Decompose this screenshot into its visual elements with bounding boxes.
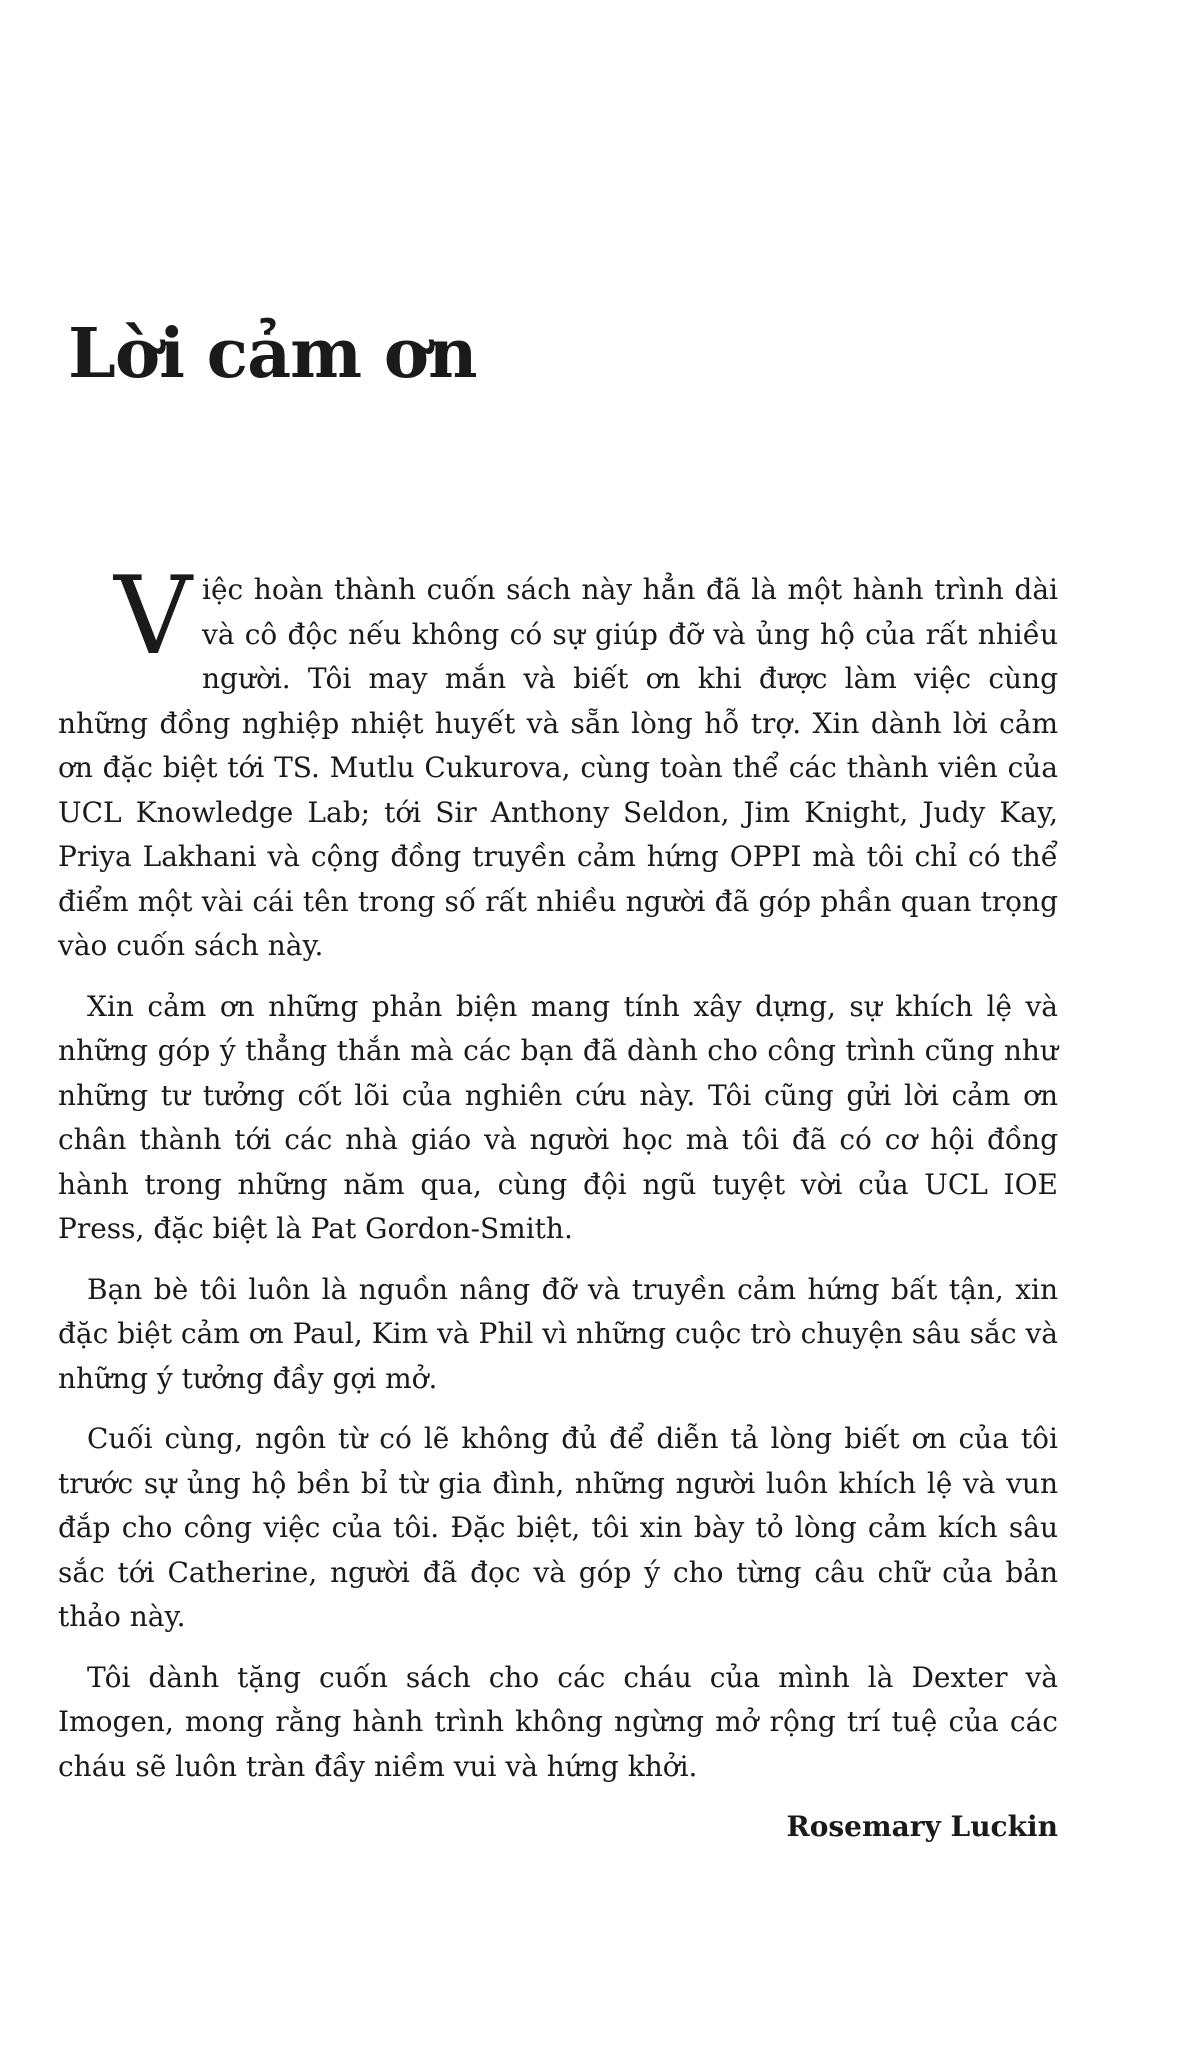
drop-cap: V [114,554,192,679]
paragraph-2: Xin cảm ơn những phản biện mang tính xây dựng, sự khích lệ và những góp ý thẳng thắn mà các bạn đã dành cho công trình cũng như những tư tưởng cốt lõi của nghiên cứu này. Tôi cũng gửi lời cảm ơn chân thành tới các nhà giáo và người học mà tôi đã có cơ hội đồng hành trong những năm qua, cùng đội ngũ tuyệt vời của UCL IOE Press, đặc biệt là Pat Gordon-Smith. [58,989,1058,1245]
author-signature: Rosemary Luckin [786,1810,1058,1843]
paragraph-4: Cuối cùng, ngôn từ có lẽ không đủ để diễn tả lòng biết ơn của tôi trước sự ủng hộ bền bỉ từ gia đình, những người luôn khích lệ và vun đắp cho công việc của tôi. Đặc biệt, tôi xin bày tỏ lòng cảm kích sâu sắc tới Catherine, người đã đọc và góp ý cho từng câu chữ của bản thảo này. [58,1422,1058,1633]
page-title: Lời cảm ơn [68,314,477,394]
paragraph-1-text: iệc hoàn thành cuốn sách này hẳn đã là một hành trình dài và cô độc nếu không có sự giúp đỡ và ủng hộ của rất nhiều người. Tôi may mắn và biết ơn khi được làm việc cùng những đồng nghiệp nhiệt huyết và sẵn lòng hỗ trợ. Xin dành lời cảm ơn đặc biệt tới TS. Mutlu Cukurova, cùng toàn thể các thành viên của UCL Knowledge Lab; tới Sir Anthony Seldon, Jim Knight, Judy Kay, Priya Lakhani và cộng đồng truyền cảm hứng OPPI mà tôi chỉ có thể điểm một vài cái tên trong số rất nhiều người đã góp phần quan trọng vào cuốn sách này. [58,573,1058,962]
paragraph-1 [58,554,1058,969]
acknowledgements-body [58,554,1058,1849]
paragraph-5: Tôi dành tặng cuốn sách cho các cháu của mình là Dexter và Imogen, mong rằng hành trình không ngừng mở rộng trí tuệ của các cháu sẽ luôn tràn đầy niềm vui và hứng khởi. [58,1660,1058,1783]
paragraph-3: Bạn bè tôi luôn là nguồn nâng đỡ và truyền cảm hứng bất tận, xin đặc biệt cảm ơn Paul, Kim và Phil vì những cuộc trò chuyện sâu sắc và những ý tưởng đầy gợi mở. [58,1272,1058,1395]
